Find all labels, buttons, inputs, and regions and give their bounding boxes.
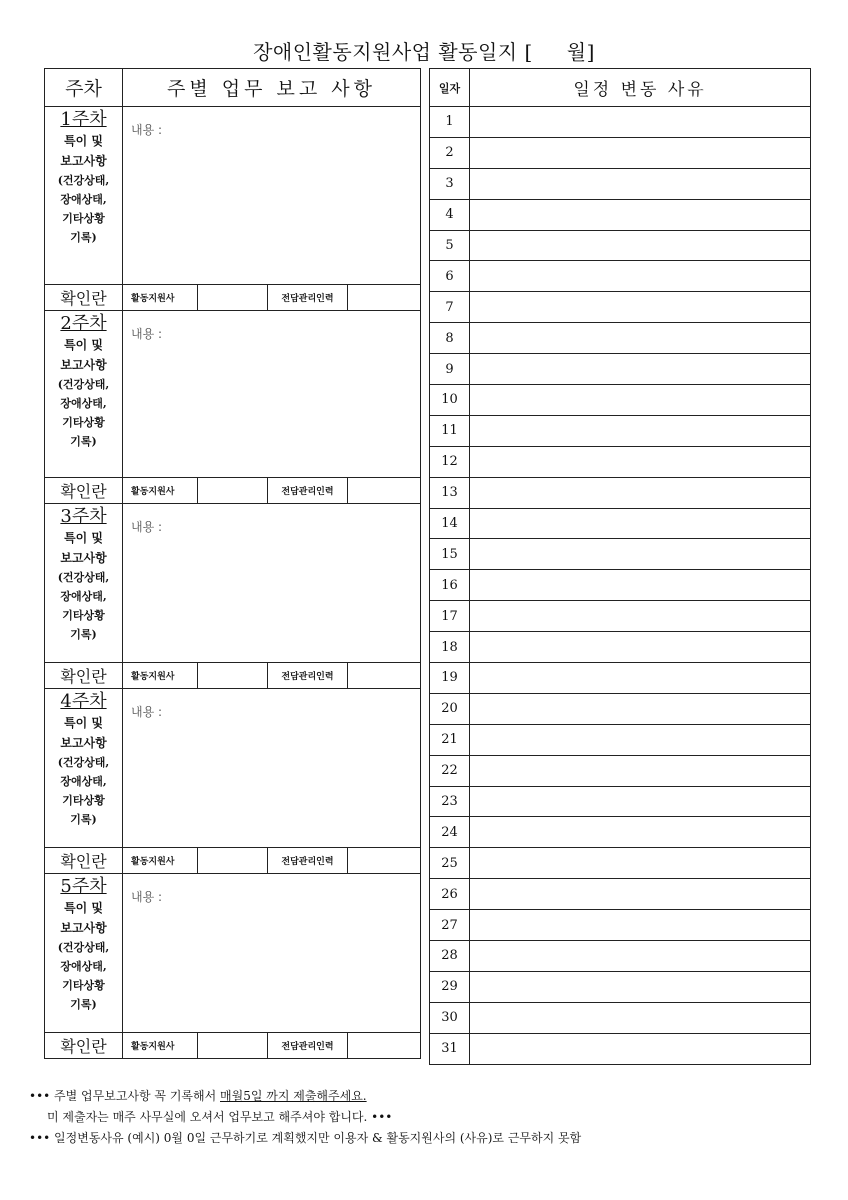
manager-signature[interactable] — [348, 663, 421, 689]
day-reason-field[interactable] — [470, 415, 811, 446]
week-remark-detail: 기타상황 — [62, 416, 105, 429]
manager-label: 전담관리인력 — [268, 848, 348, 874]
day-reason-field[interactable] — [470, 261, 811, 292]
week-label-cell — [45, 107, 123, 285]
activity-supporter-label: 활동지원사 — [123, 478, 198, 504]
day-reason-field[interactable] — [470, 971, 811, 1002]
week-row — [45, 874, 421, 1033]
activity-supporter-label: 활동지원사 — [123, 848, 198, 874]
confirm-label: 확인란 — [45, 1033, 123, 1059]
activity-supporter-label: 활동지원사 — [123, 285, 198, 311]
day-row — [430, 323, 811, 354]
day-row — [430, 1002, 811, 1033]
day-row — [430, 385, 811, 416]
day-reason-field[interactable] — [470, 693, 811, 724]
week-remark-detail: 기타상황 — [62, 212, 105, 225]
week-remark-label: 보고사항 — [60, 551, 107, 565]
day-number: 1 — [430, 107, 470, 138]
week-content-field[interactable]: 내용 : — [123, 504, 421, 663]
day-number: 7 — [430, 292, 470, 323]
manager-signature[interactable] — [348, 478, 421, 504]
week-remark-detail: (건강상태, — [57, 174, 110, 187]
activity-supporter-signature[interactable] — [198, 1033, 268, 1059]
day-reason-field[interactable] — [470, 168, 811, 199]
day-reason-field[interactable] — [470, 446, 811, 477]
day-reason-field[interactable] — [470, 879, 811, 910]
week-remark-label: 특이 및 — [64, 716, 103, 730]
week-remark-detail: 기록) — [70, 628, 97, 641]
week-content-field[interactable]: 내용 : — [123, 874, 421, 1033]
day-row — [430, 415, 811, 446]
activity-supporter-signature[interactable] — [198, 478, 268, 504]
week-remark-detail: 기록) — [70, 813, 97, 826]
week-row — [45, 689, 421, 848]
day-row — [430, 663, 811, 694]
day-row — [430, 199, 811, 230]
day-row — [430, 601, 811, 632]
day-number: 27 — [430, 910, 470, 941]
confirm-row — [45, 663, 421, 689]
week-remark-detail: 기타상황 — [62, 979, 105, 992]
week-remark-label: 보고사항 — [60, 736, 107, 750]
activity-supporter-signature[interactable] — [198, 663, 268, 689]
footer-notes — [29, 1086, 581, 1149]
day-number: 22 — [430, 755, 470, 786]
manager-label: 전담관리인력 — [268, 663, 348, 689]
day-number: 6 — [430, 261, 470, 292]
day-row — [430, 570, 811, 601]
day-number: 19 — [430, 663, 470, 694]
weekly-report-table — [44, 68, 421, 1059]
day-reason-field[interactable] — [470, 570, 811, 601]
week-remark-detail: (건강상태, — [57, 756, 110, 769]
day-number: 15 — [430, 539, 470, 570]
day-number: 2 — [430, 137, 470, 168]
week-remark-label: 특이 및 — [64, 531, 103, 545]
day-reason-field[interactable] — [470, 323, 811, 354]
day-row — [430, 137, 811, 168]
week-remark-detail: 장애상태, — [60, 193, 107, 206]
day-reason-field[interactable] — [470, 385, 811, 416]
week-remark-label: 보고사항 — [60, 921, 107, 935]
note-line-1: ••• 주별 업무보고사항 꼭 기록해서 매월5일 까지 제출해주세요. — [29, 1089, 367, 1103]
week-label-cell — [45, 689, 123, 848]
day-reason-field[interactable] — [470, 354, 811, 385]
note-line-2: 미 제출자는 매주 사무실에 오셔서 업무보고 해주셔야 합니다. ••• — [47, 1110, 393, 1124]
day-row — [430, 879, 811, 910]
activity-supporter-signature[interactable] — [198, 285, 268, 311]
day-reason-field[interactable] — [470, 941, 811, 972]
day-reason-field[interactable] — [470, 1002, 811, 1033]
week-number: 3주차 — [60, 506, 107, 527]
week-remark-detail: 기타상황 — [62, 794, 105, 807]
week-content-field[interactable]: 내용 : — [123, 689, 421, 848]
day-row — [430, 230, 811, 261]
manager-signature[interactable] — [348, 848, 421, 874]
manager-label: 전담관리인력 — [268, 1033, 348, 1059]
manager-signature[interactable] — [348, 285, 421, 311]
confirm-label: 확인란 — [45, 663, 123, 689]
week-row — [45, 504, 421, 663]
day-row — [430, 354, 811, 385]
confirm-label: 확인란 — [45, 848, 123, 874]
day-row — [430, 971, 811, 1002]
day-reason-field[interactable] — [470, 199, 811, 230]
day-row — [430, 724, 811, 755]
week-remark-label: 특이 및 — [64, 134, 103, 148]
day-reason-field[interactable] — [470, 755, 811, 786]
day-number: 3 — [430, 168, 470, 199]
day-row — [430, 693, 811, 724]
confirm-row — [45, 285, 421, 311]
day-number: 12 — [430, 446, 470, 477]
day-row — [430, 261, 811, 292]
day-reason-field[interactable] — [470, 724, 811, 755]
day-number: 4 — [430, 199, 470, 230]
note-line-3: ••• 일정변동사유 (예시) 0월 0일 근무하기로 계획했지만 이용자 & 활동지원사의 (사유)로 근무하지 못함 — [29, 1131, 582, 1145]
week-remark-detail: 장애상태, — [60, 775, 107, 788]
day-number: 28 — [430, 941, 470, 972]
day-number: 26 — [430, 879, 470, 910]
activity-supporter-label: 활동지원사 — [123, 663, 198, 689]
week-remark-detail: (건강상태, — [57, 378, 110, 391]
confirm-row — [45, 1033, 421, 1059]
confirm-label: 확인란 — [45, 478, 123, 504]
week-label-cell — [45, 504, 123, 663]
day-number: 17 — [430, 601, 470, 632]
week-remark-detail: 장애상태, — [60, 960, 107, 973]
day-reason-field[interactable] — [470, 663, 811, 694]
day-row — [430, 941, 811, 972]
day-number: 30 — [430, 1002, 470, 1033]
day-number: 16 — [430, 570, 470, 601]
day-reason-field[interactable] — [470, 477, 811, 508]
week-remark-label: 보고사항 — [60, 358, 107, 372]
week-remark-label: 특이 및 — [64, 338, 103, 352]
day-number: 31 — [430, 1033, 470, 1064]
week-remark-detail: 기록) — [70, 435, 97, 448]
day-number: 23 — [430, 786, 470, 817]
day-number: 25 — [430, 848, 470, 879]
day-column-header: 일자 — [430, 69, 470, 107]
day-number: 9 — [430, 354, 470, 385]
week-number: 4주차 — [60, 691, 107, 712]
day-number: 21 — [430, 724, 470, 755]
manager-label: 전담관리인력 — [268, 478, 348, 504]
schedule-change-table — [429, 68, 811, 1065]
day-reason-field[interactable] — [470, 539, 811, 570]
page-title: 장애인활동지원사업 활동일지 [ 월] — [253, 40, 595, 64]
day-number: 24 — [430, 817, 470, 848]
week-remark-detail: 장애상태, — [60, 590, 107, 603]
reason-column-header: 일정 변동 사유 — [470, 69, 811, 107]
week-number: 1주차 — [60, 109, 107, 130]
day-row — [430, 107, 811, 138]
week-remark-detail: 기록) — [70, 231, 97, 244]
week-row — [45, 107, 421, 285]
day-reason-field[interactable] — [470, 1033, 811, 1064]
day-reason-field[interactable] — [470, 292, 811, 323]
day-row — [430, 848, 811, 879]
day-row — [430, 817, 811, 848]
manager-signature[interactable] — [348, 1033, 421, 1059]
day-number: 18 — [430, 632, 470, 663]
week-remark-detail: 기타상황 — [62, 609, 105, 622]
week-content-field[interactable]: 내용 : — [123, 107, 421, 285]
week-remark-detail: 기록) — [70, 998, 97, 1011]
day-number: 10 — [430, 385, 470, 416]
day-number: 20 — [430, 693, 470, 724]
week-row — [45, 311, 421, 478]
week-remark-label: 특이 및 — [64, 901, 103, 915]
week-column-header: 주차 — [45, 69, 123, 107]
day-reason-field[interactable] — [470, 107, 811, 138]
day-reason-field[interactable] — [470, 601, 811, 632]
day-number: 29 — [430, 971, 470, 1002]
week-remark-detail: (건강상태, — [57, 941, 110, 954]
day-reason-field[interactable] — [470, 508, 811, 539]
day-row — [430, 446, 811, 477]
day-row — [430, 168, 811, 199]
day-row — [430, 910, 811, 941]
confirm-row — [45, 478, 421, 504]
manager-label: 전담관리인력 — [268, 285, 348, 311]
confirm-row — [45, 848, 421, 874]
day-number: 13 — [430, 477, 470, 508]
day-row — [430, 508, 811, 539]
day-row — [430, 1033, 811, 1064]
week-number: 2주차 — [60, 313, 107, 334]
day-row — [430, 292, 811, 323]
content-column-header: 주별 업무 보고 사항 — [123, 69, 421, 107]
confirm-label: 확인란 — [45, 285, 123, 311]
day-reason-field[interactable] — [470, 848, 811, 879]
day-reason-field[interactable] — [470, 817, 811, 848]
day-number: 5 — [430, 230, 470, 261]
week-number: 5주차 — [60, 876, 107, 897]
day-number: 11 — [430, 415, 470, 446]
day-reason-field[interactable] — [470, 230, 811, 261]
day-row — [430, 632, 811, 663]
week-content-field[interactable]: 내용 : — [123, 311, 421, 478]
day-row — [430, 539, 811, 570]
week-remark-detail: 장애상태, — [60, 397, 107, 410]
week-label-cell — [45, 874, 123, 1033]
day-reason-field[interactable] — [470, 137, 811, 168]
day-number: 14 — [430, 508, 470, 539]
day-number: 8 — [430, 323, 470, 354]
day-reason-field[interactable] — [470, 786, 811, 817]
day-reason-field[interactable] — [470, 910, 811, 941]
activity-supporter-signature[interactable] — [198, 848, 268, 874]
day-reason-field[interactable] — [470, 632, 811, 663]
week-remark-detail: (건강상태, — [57, 571, 110, 584]
day-row — [430, 786, 811, 817]
week-label-cell — [45, 311, 123, 478]
day-row — [430, 755, 811, 786]
activity-supporter-label: 활동지원사 — [123, 1033, 198, 1059]
day-row — [430, 477, 811, 508]
week-remark-label: 보고사항 — [60, 154, 107, 168]
